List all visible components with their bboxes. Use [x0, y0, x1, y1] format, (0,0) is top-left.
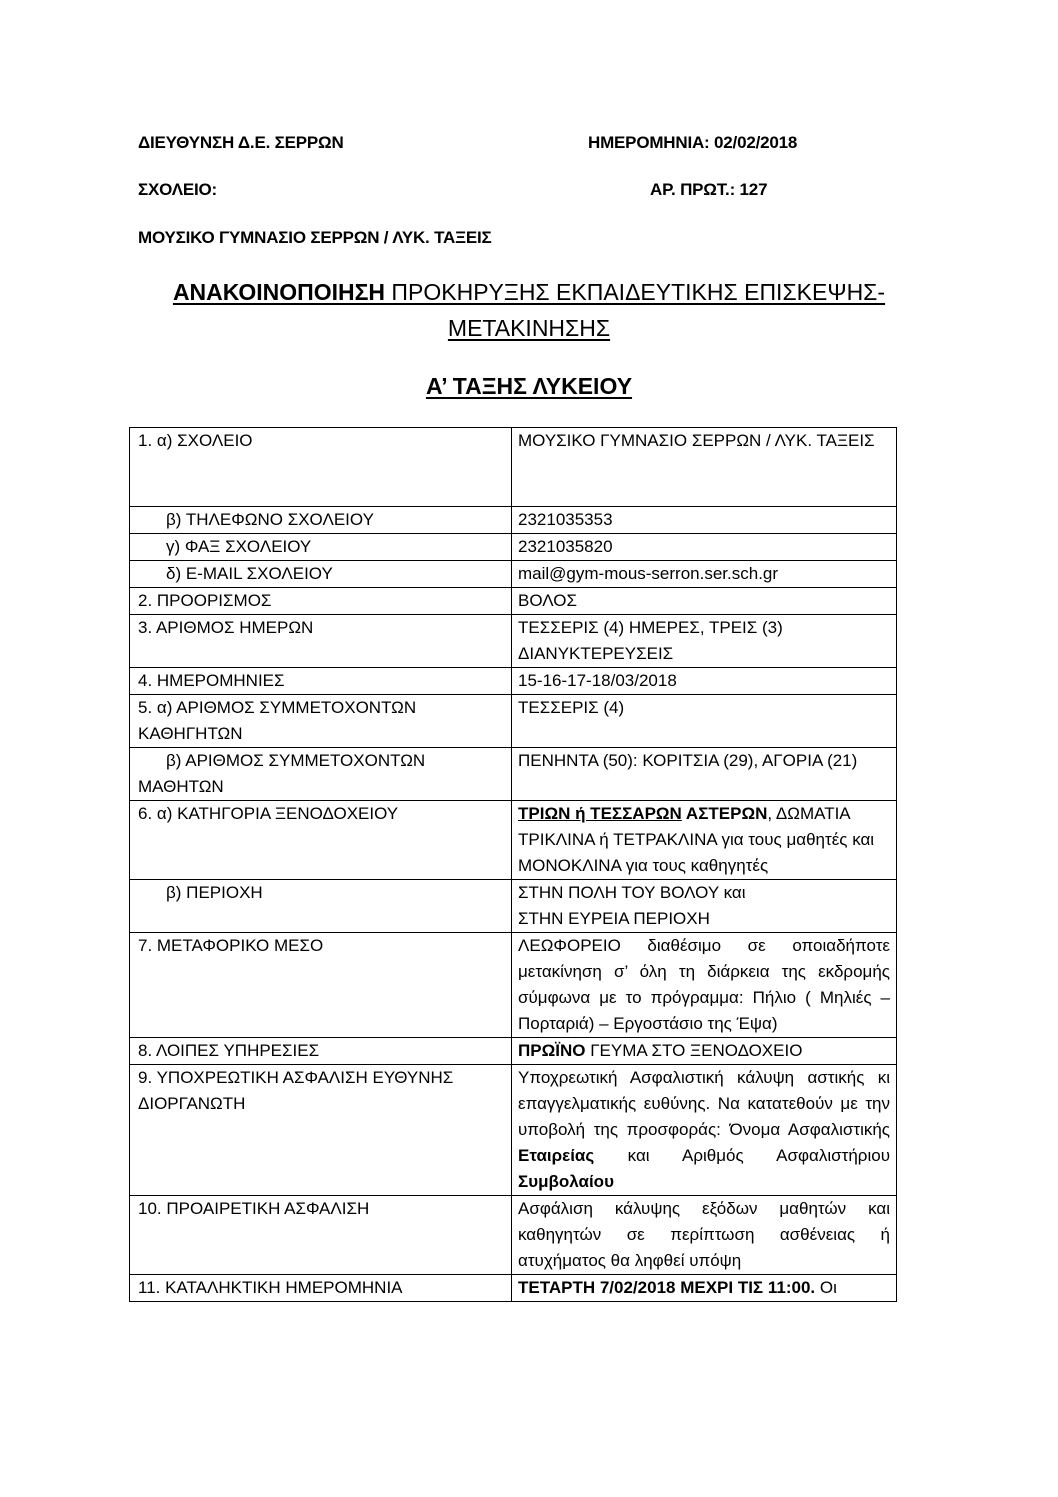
directorate-label: ΔΙΕΥΘΥΝΣΗ Δ.Ε. ΣΕΡΡΩΝ: [138, 133, 344, 152]
row-label: 11. ΚΑΤΑΛΗΚΤΙΚΗ ΗΜΕΡΟΜΗΝΙΑ: [130, 1275, 512, 1302]
row-label: γ) ΦΑΞ ΣΧΟΛΕΙΟΥ: [166, 537, 312, 556]
table-row: [130, 615, 897, 668]
table-row: [130, 428, 897, 507]
table-row: [130, 748, 897, 801]
document-title-line2: [0, 315, 1058, 342]
table-row: [130, 1065, 897, 1196]
row-label-continued: ΜΑΘΗΤΩΝ: [138, 777, 224, 796]
row-value: ΜΟΥΣΙΚΟ ΓΥΜΝΑΣΙΟ ΣΕΡΡΩΝ / ΛΥΚ. ΤΑΞΕΙΣ: [512, 428, 897, 507]
row-label: β) ΠΕΡΙΟΧΗ: [166, 883, 263, 902]
table-row: [130, 1275, 897, 1302]
row-label: 9. ΥΠΟΧΡΕΩΤΙΚΗ ΑΣΦΑΛΙΣΗ ΕΥΘΥΝΗΣ ΔΙΟΡΓΑΝΩΤΗ: [130, 1065, 512, 1196]
row-label: 10. ΠΡΟΑΙΡΕΤΙΚΗ ΑΣΦΑΛΙΣΗ: [130, 1196, 512, 1275]
insurance-text-2: και Αριθμός Ασφαλιστήριου: [594, 1146, 890, 1165]
school-label: ΣΧΟΛΕΙΟ:: [138, 180, 217, 199]
deadline-bold: ΤΕΤΑΡΤΗ 7/02/2018 ΜΕΧΡΙ ΤΙΣ 11:00.: [518, 1278, 816, 1297]
hotel-stars-bold: ΑΣΤΕΡΩΝ: [681, 804, 768, 823]
row-label: 3. ΑΡΙΘΜΟΣ ΗΜΕΡΩΝ: [130, 615, 512, 668]
area-line1: ΣΤΗΝ ΠΟΛΗ ΤΟΥ ΒΟΛΟΥ και: [518, 883, 746, 902]
table-row: [130, 534, 897, 561]
row-label: β) ΑΡΙΘΜΟΣ ΣΥΜΜΕΤΟΧΟΝΤΩΝ: [166, 751, 426, 770]
table-row: [130, 561, 897, 588]
table-row: [130, 588, 897, 615]
row-value: ΛΕΩΦΟΡΕΙΟ διαθέσιμο σε οποιαδήποτε μετακίνηση σ’ όλη τη διάρκεια της εκδρομής σύμφωνα με το πρόγραμμα: Πήλιο ( Μηλιές –Πορταριά) – Εργοστάσιο της Έψα): [512, 933, 897, 1038]
row-value: ΠΕΝΗΝΤΑ (50): ΚΟΡΙΤΣΙΑ (29), ΑΓΟΡΙΑ (21): [512, 748, 897, 801]
row-label: 5. α) ΑΡΙΘΜΟΣ ΣΥΜΜΕΤΟΧΟΝΤΩΝ ΚΑΘΗΓΗΤΩΝ: [130, 695, 512, 748]
breakfast-rest: ΓΕΥΜΑ ΣΤΟ ΞΕΝΟΔΟΧΕΙΟ: [585, 1041, 803, 1060]
table-row: [130, 880, 897, 933]
protocol-number: ΑΡ. ΠΡΩΤ.: 127: [650, 180, 768, 199]
row-value: ΒΟΛΟΣ: [512, 588, 897, 615]
row-value: 2321035353: [512, 507, 897, 534]
row-label: 4. ΗΜΕΡΟΜΗΝΙΕΣ: [130, 668, 512, 695]
row-value: 15-16-17-18/03/2018: [512, 668, 897, 695]
table-row: [130, 933, 897, 1038]
table-row: [130, 695, 897, 748]
deadline-rest: Οι: [815, 1278, 837, 1297]
subtitle-text: Α’ ΤΑΞΗΣ ΛΥΚΕΙΟΥ: [425, 373, 633, 399]
trip-details-table: [129, 427, 897, 1302]
document-title-line1: [0, 279, 1058, 306]
row-label: 8. ΛΟΙΠΕΣ ΥΠΗΡΕΣΙΕΣ: [130, 1038, 512, 1065]
table-row: [130, 507, 897, 534]
breakfast-bold: ΠΡΩΪΝΟ: [518, 1041, 586, 1060]
title-line1-rest: ΠΡΟΚΗΡΥΞΗΣ ΕΚΠΑΙΔΕΥΤΙΚΗΣ ΕΠΙΣΚΕΨΗΣ-: [385, 279, 886, 305]
row-label: 7. ΜΕΤΑΦΟΡΙΚΟ ΜΕΣΟ: [130, 933, 512, 1038]
row-value: mail@gym-mous-serron.ser.sch.gr: [512, 561, 897, 588]
row-label: 2. ΠΡΟΟΡΙΣΜΟΣ: [130, 588, 512, 615]
insurance-contract-bold: Συμβολαίου: [518, 1172, 614, 1191]
row-value: ΤΕΣΣΕΡΙΣ (4): [512, 695, 897, 748]
title-line2-text: ΜΕΤΑΚΙΝΗΣΗΣ: [447, 315, 611, 341]
document-date: ΗΜΕΡΟΜΗΝΙΑ: 02/02/2018: [588, 133, 798, 152]
table-row: [130, 1196, 897, 1275]
row-label: 6. α) ΚΑΤΗΓΟΡΙΑ ΞΕΝΟΔΟΧΕΙΟΥ: [130, 801, 512, 880]
area-line2: ΣΤΗΝ ΕΥΡΕΙΑ ΠΕΡΙΟΧΗ: [518, 909, 710, 928]
row-value: 2321035820: [512, 534, 897, 561]
table-row: [130, 801, 897, 880]
document-subtitle: [0, 373, 1058, 400]
table-row: [130, 1038, 897, 1065]
title-announcement: ΑΝΑΚΟΙΝΟΠΟΙΗΣΗ: [172, 279, 386, 305]
hotel-rooms-text: , ΔΩΜΑΤΙΑ ΤΡΙΚΛΙΝΑ ή ΤΕΤΡΑΚΛΙΝΑ για τους μαθητές και ΜΟΝΟΚΛΙΝΑ για τους καθηγητές: [518, 804, 875, 875]
row-label: δ) E-MAIL ΣΧΟΛΕΙΟΥ: [166, 564, 333, 583]
insurance-text-1: Υποχρεωτική Ασφαλιστική κάλυψη αστικής κι επαγγελματικής ευθύνης. Να κατατεθούν με την υποβολή της προσφοράς: Όνομα Ασφαλιστικής: [518, 1068, 890, 1139]
school-name: ΜΟΥΣΙΚΟ ΓΥΜΝΑΣΙΟ ΣΕΡΡΩΝ / ΛΥΚ. ΤΑΞΕΙΣ: [138, 228, 492, 247]
table-row: [130, 668, 897, 695]
hotel-stars-underlined: ΤΡΙΩΝ ή ΤΕΣΣΑΡΩΝ: [518, 804, 682, 823]
row-value: ΤΕΣΣΕΡΙΣ (4) ΗΜΕΡΕΣ, ΤΡΕΙΣ (3) ΔΙΑΝΥΚΤΕΡΕΥΣΕΙΣ: [512, 615, 897, 668]
insurance-company-bold: Εταιρείας: [518, 1146, 595, 1165]
row-label: 1. α) ΣΧΟΛΕΙΟ: [130, 428, 512, 507]
row-label: β) ΤΗΛΕΦΩΝΟ ΣΧΟΛΕΙΟΥ: [166, 510, 374, 529]
row-value: Ασφάλιση κάλυψης εξόδων μαθητών και καθηγητών σε περίπτωση ασθένειας ή ατυχήματος θα ληφθεί υπόψη: [512, 1196, 897, 1275]
